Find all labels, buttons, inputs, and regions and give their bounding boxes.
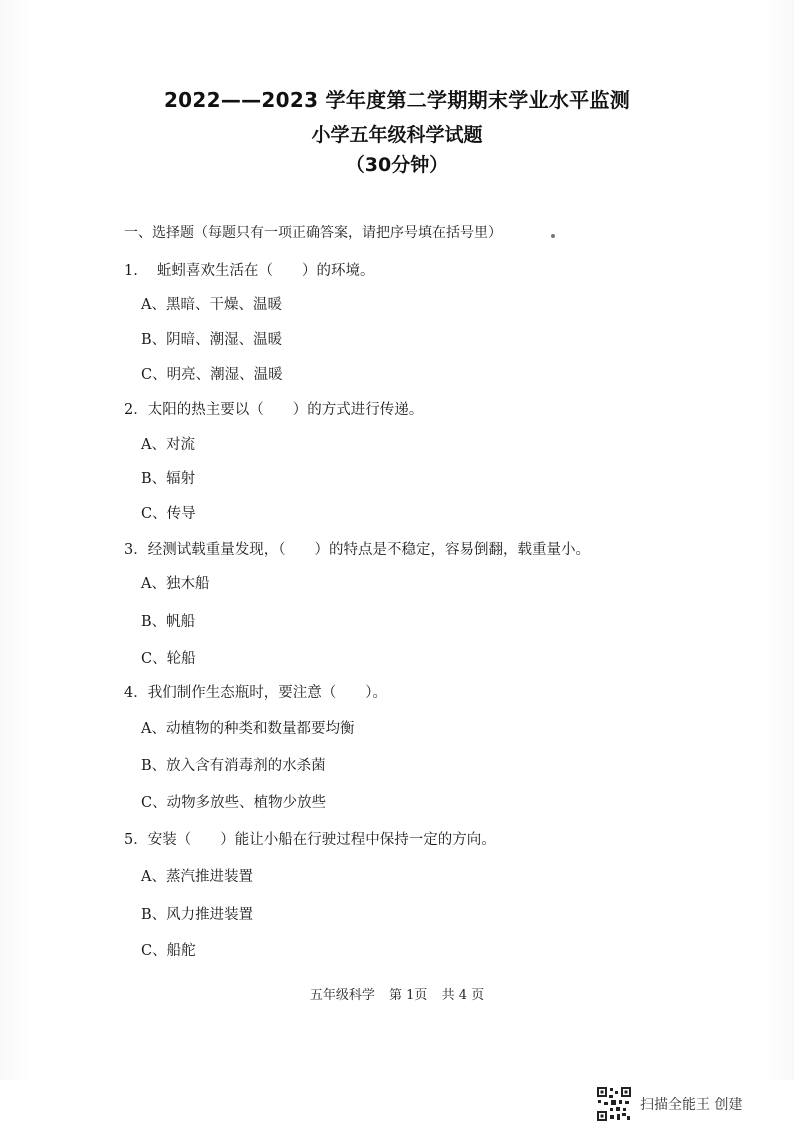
question-2-stem: 2．太阳的热主要以（ ）的方式进行传递。	[124, 402, 424, 418]
scan-speck	[551, 234, 555, 238]
question-3-stem: 3．经测试载重量发现，（ ）的特点是不稳定，容易倒翻，载重量小。	[124, 542, 590, 558]
question-5-option-c: C、船舵	[141, 943, 196, 959]
footer-subject: 五年级科学	[309, 988, 375, 1003]
question-5-stem: 5．安装（ ）能让小船在行驶过程中保持一定的方向。	[124, 832, 496, 848]
question-4-option-a: A、动植物的种类和数量都要均衡	[141, 721, 355, 737]
question-3-option-b: B、帆船	[141, 614, 196, 630]
question-1-option-a: A、黑暗、干燥、温暖	[141, 297, 282, 313]
watermark-text: 扫描全能王 创建	[640, 1097, 743, 1113]
exam-subtitle: 小学五年级科学试题	[311, 124, 483, 146]
exam-duration: （30分钟）	[345, 154, 449, 176]
question-5-option-b: B、风力推进装置	[141, 907, 254, 923]
question-1-stem: 1. 蚯蚓喜欢生活在（ ）的环境。	[124, 263, 375, 279]
question-4-stem: 4．我们制作生态瓶时，要注意（ ）。	[124, 685, 387, 701]
section-heading: 一、选择题（每题只有一项正确答案，请把序号填在括号里）	[124, 225, 502, 241]
question-1-option-b: B、阴暗、潮湿、温暖	[141, 332, 283, 348]
question-2-option-a: A、对流	[141, 437, 195, 453]
scanner-watermark	[596, 1082, 742, 1126]
question-2-option-c: C、传导	[141, 506, 196, 522]
footer-total-pages: 共 4 页	[441, 988, 485, 1003]
footer-page-number: 第 1页	[389, 988, 428, 1003]
question-5-option-a: A、蒸汽推进装置	[141, 869, 253, 885]
question-4-option-c: C、动物多放些、植物少放些	[141, 795, 327, 811]
qr-code-icon	[596, 1086, 632, 1122]
question-3-option-a: A、独木船	[141, 576, 210, 592]
question-4-option-b: B、放入含有消毒剂的水杀菌	[141, 758, 326, 774]
question-3-option-c: C、轮船	[141, 651, 196, 667]
question-1-option-c: C、明亮、潮湿、温暖	[141, 367, 283, 383]
question-2-option-b: B、辐射	[141, 471, 196, 487]
page-footer	[0, 984, 794, 1003]
exam-title: 2022——2023 学年度第二学期期末学业水平监测	[163, 88, 631, 112]
